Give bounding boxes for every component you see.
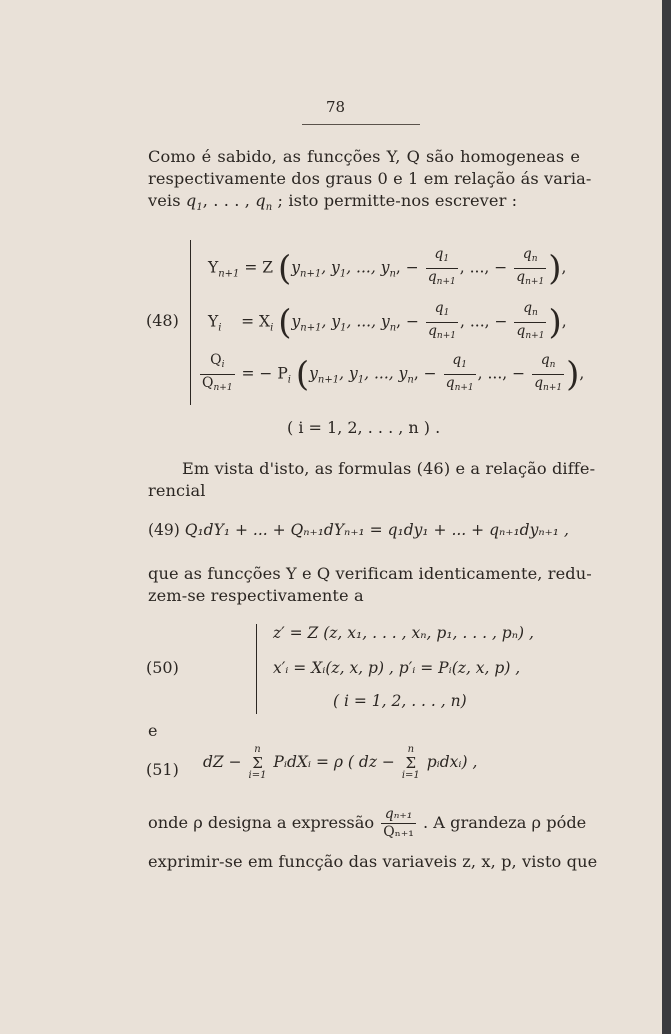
fraction [426,300,458,345]
sum-sigma: Σ [405,754,417,772]
frac-den: q [427,269,437,285]
frac-den-sub: n+1 [454,383,474,393]
arg-sep: , − [396,312,420,331]
text-line [148,190,580,219]
eq51-mid: PᵢdXᵢ = ρ ( dz − [268,753,400,771]
fraction [514,246,546,291]
frac-num: q [452,352,462,368]
eq50-row2: x′ᵢ = Xᵢ(z, x, p) , p′ᵢ = Pᵢ(z, x, p) , [273,659,521,677]
sum-sigma: Σ [252,754,263,772]
frac-den: q [516,269,526,285]
eq50-row3: ( i = 1, 2, . . . , n) [333,692,467,710]
comma: , [579,364,585,383]
arg: y [291,312,301,331]
eq51-tail: pᵢdxᵢ) , [421,753,478,771]
frac-den: q [516,323,526,339]
header-rule [302,124,420,125]
frac-den-sub: n+1 [436,277,456,287]
dots: , ..., − [459,258,508,277]
lhs-sub: i [218,322,222,334]
math-var: q [255,191,266,210]
eq49 [148,521,569,539]
arg-sub: n [389,268,396,280]
frac-num-sub: n [549,360,556,370]
frac-num: q [522,246,532,262]
text-fragment: veis [148,191,186,210]
frac-den-sub: n+1 [213,383,233,393]
page-number: 78 [325,98,346,116]
arg-sep: , − [413,364,437,383]
sum-symbol [249,744,267,782]
page-edge [662,0,671,1034]
frac-den: q [445,375,455,391]
frac-num: q [540,352,550,368]
text-fragment: . A grandeza ρ póde [417,813,587,832]
frac-den-sub: n+1 [525,331,545,341]
text-line: que as funcções Y e Q verificam identicamente, redu- [148,564,592,583]
arg-sub: n+1 [300,322,322,334]
eq50-row1: z′ = Z (z, x₁, . . . , xₙ, p₁, . . . , pₙ) , [273,624,534,642]
arg-sub: 1 [357,374,365,386]
eq51 [203,744,477,782]
paragraph-onde-line1 [148,806,586,841]
paren-close: ) [548,302,562,343]
frac-den: q [534,375,544,391]
arg: , y [321,312,341,331]
frac-num-sub: 1 [443,308,450,318]
sum-lower: i=1 [248,770,267,781]
sum-lower: i=1 [401,770,420,781]
paragraph-funccoes [148,563,592,607]
fraction [200,352,235,397]
text-line: exprimir-se em funcção das variaveis z, x, p, visto que [148,852,598,871]
frac-num: q [434,300,444,316]
arg: , ..., y [346,258,390,277]
sum-upper: n [407,744,415,755]
paren-open: ( [278,302,292,343]
frac-den-sub: n+1 [525,277,545,287]
arg-sub: 1 [339,268,347,280]
paragraph-vista [148,458,596,502]
arg-sub: n [407,374,414,386]
text-line: zem-se respectivamente a [148,586,364,605]
equation-label-48: (48) [146,311,179,330]
frac-den: Q [202,375,214,391]
frac-num-sub: n [532,308,538,318]
rhs-func-sub: i [287,374,291,386]
lhs: Y [208,312,219,331]
text-fragment: ; isto permitte-nos escrever : [272,191,518,210]
eq48-row2 [208,300,567,345]
frac-num: q [434,246,444,262]
frac-num-sub: 1 [461,360,467,370]
text-line: Em vista d'isto, as formulas (46) e a relação diffe- [182,459,596,478]
rhs-func: = X [236,312,271,331]
text-line: rencial [148,481,206,500]
math-sub: 1 [196,202,203,213]
sum-upper: n [254,744,261,755]
math-sub: n [265,202,273,213]
fraction [444,352,476,397]
arg-sub: n+1 [317,374,340,386]
arg-sub: n [389,322,397,334]
frac-num-sub: n [531,254,538,264]
conjunction-e: e [148,721,158,740]
arg: , ..., y [364,364,408,383]
lhs: Y [208,258,219,277]
frac-num-sub: i [221,360,225,370]
lhs-sub: n+1 [218,268,240,280]
arg-sep: , − [395,258,419,277]
eq49-body: Q₁dY₁ + ... + Qₙ₊₁dYₙ₊₁ = q₁dy₁ + ... + qₙ₊₁dyₙ₊₁ , [184,521,569,539]
arg-sub: n+1 [300,268,322,280]
arg: , y [321,258,340,277]
fraction [426,246,458,291]
math-var: q [185,191,197,210]
eq48-row1 [208,246,566,291]
dots: , ..., − [477,364,526,383]
dots: , ..., − [460,312,508,331]
rhs-func: = − P [236,364,288,383]
paragraph-intro [148,146,592,219]
equation-label-49: (49) [148,521,180,539]
frac-den-sub: n+1 [436,331,456,341]
frac-den-sub: n+1 [543,383,563,393]
paren-open: ( [277,248,292,289]
arg: , ..., y [346,312,390,331]
text-line: Como é sabido, as funcções Y, Q são homogeneas e [148,147,580,166]
sum-symbol [402,744,420,782]
brace-50 [256,624,267,714]
paragraph-onde-line2 [148,851,598,873]
arg-sub: 1 [340,322,347,334]
text-line: respectivamente dos graus 0 e 1 em relação ás varia- [148,169,592,188]
eq48-index: ( i = 1, 2, . . . , n ) . [287,418,441,437]
fraction-rho [381,806,416,841]
equation-label-51: (51) [146,760,179,779]
frac-num: Q [210,352,222,368]
frac-den: Qₙ₊₁ [383,824,414,840]
paren-open: ( [295,354,310,395]
rhs-func: = Z [239,258,274,277]
arg: , y [339,364,358,383]
text-fragment: onde ρ designa a expressão [148,813,380,832]
frac-num-sub: 1 [443,254,450,264]
eq48-row3 [198,352,584,397]
paren-close: ) [566,354,580,395]
comma: , [561,258,567,277]
arg: y [291,258,301,277]
fraction [532,352,564,397]
text-fragment: , . . . , [202,191,256,210]
rhs-func-sub: i [270,322,274,334]
frac-num: q [523,300,533,316]
equation-label-50: (50) [146,658,179,677]
arg: y [309,364,318,383]
eq51-lhs: dZ − [203,753,247,771]
frac-den: q [427,323,437,339]
paren-close: ) [548,248,562,289]
comma: , [561,312,567,331]
fraction [514,300,546,345]
frac-num: qₙ₊₁ [384,806,413,822]
